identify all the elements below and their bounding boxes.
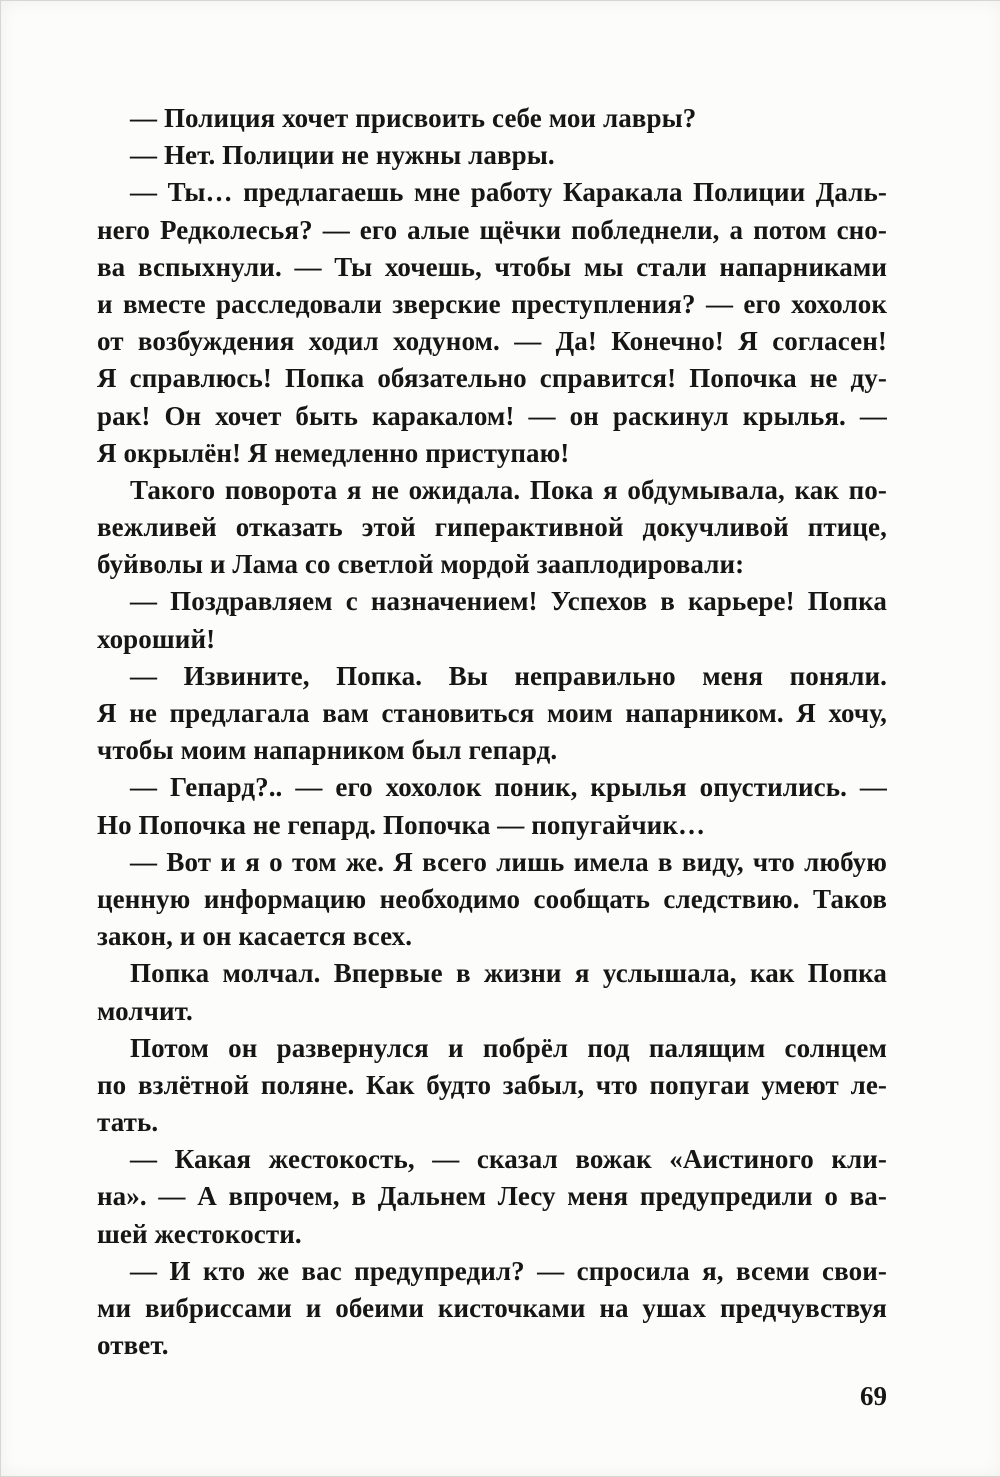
paragraph [97, 1253, 887, 1365]
paragraph [97, 174, 887, 472]
paragraph [97, 955, 887, 1029]
paragraph [97, 137, 887, 174]
text-line: и вместе расследовали зверские преступления? — его хохолок [97, 288, 887, 319]
text-line: — И кто же вас предупредил? — спросила я, всеми свои- [130, 1255, 887, 1286]
paragraph [97, 472, 887, 584]
text-line: Но Попочка не гепард. Попочка — попугайчик… [97, 809, 706, 840]
paragraph [97, 844, 887, 956]
paragraph [97, 1030, 887, 1142]
text-line: него Редколесья? — его алые щёчки побледнели, а потом сно- [97, 214, 887, 245]
paragraph [97, 658, 887, 770]
text-line: — Поздравляем с назначением! Успехов в карьере! Попка [130, 586, 887, 617]
text-line: шей жестокости. [97, 1218, 302, 1249]
text-line: на». — А впрочем, в Дальнем Лесу меня предупредили о ва- [97, 1181, 887, 1212]
text-line: — Полиция хочет присвоить себе мои лавры? [130, 103, 697, 133]
page-number: 69 [860, 1381, 887, 1411]
text-line: ответ. [97, 1330, 169, 1361]
page-text [97, 100, 887, 1364]
paragraph [97, 769, 887, 843]
text-line: Я окрылён! Я немедленно приступаю! [97, 437, 570, 468]
text-line: вежливей отказать этой гиперактивной докучливой птице, [97, 512, 887, 543]
text-line: Такого поворота я не ожидала. Пока я обдумывала, как по- [130, 474, 887, 505]
text-line: Потом он развернулся и побрёл под палящим солнцем [130, 1032, 887, 1063]
text-line: от возбуждения ходил ходуном. — Да! Конечно! Я согласен! [97, 326, 887, 357]
paragraph [97, 100, 887, 137]
text-line: — Нет. Полиции не нужны лавры. [130, 140, 555, 171]
text-line: хороший! [97, 623, 216, 654]
text-line: ценную информацию необходимо сообщать следствию. Таков [97, 883, 887, 914]
text-line: по взлётной поляне. Как будто забыл, что попугаи умеют ле- [97, 1069, 887, 1100]
text-line: закон, и он касается всех. [97, 921, 413, 952]
text-line: — Извините, Попка. Вы неправильно меня поняли. [130, 660, 887, 691]
text-line: буйволы и Лама со светлой мордой зааплодировали: [97, 549, 745, 580]
paragraph [97, 583, 887, 657]
text-line: тать. [97, 1107, 159, 1138]
text-line: рак! Он хочет быть каракалом! — он раскинул крылья. — [97, 400, 887, 431]
text-line: — Гепард?.. — его хохолок поник, крылья опустились. — [130, 772, 887, 803]
text-line: — Какая жестокость, — сказал вожак «Аистиного кли- [130, 1144, 887, 1175]
text-line: — Вот и я о том же. Я всего лишь имела в виду, что любую [130, 846, 887, 877]
paragraph [97, 1141, 887, 1253]
text-line: ми вибриссами и обеими кисточками на ушах предчувствуя [97, 1293, 887, 1323]
text-line: чтобы моим напарником был гепард. [97, 735, 558, 766]
text-line: Я справлюсь! Попка обязательно справится! Попочка не ду- [97, 363, 887, 394]
text-line: ва вспыхнули. — Ты хочешь, чтобы мы стали напарниками [97, 251, 887, 282]
text-line: молчит. [97, 995, 193, 1026]
text-line: Я не предлагала вам становиться моим напарником. Я хочу, [97, 698, 887, 728]
text-line: Попка молчал. Впервые в жизни я услышала, как Попка [130, 958, 887, 989]
text-line: — Ты… предлагаешь мне работу Каракала Полиции Даль- [130, 177, 887, 208]
